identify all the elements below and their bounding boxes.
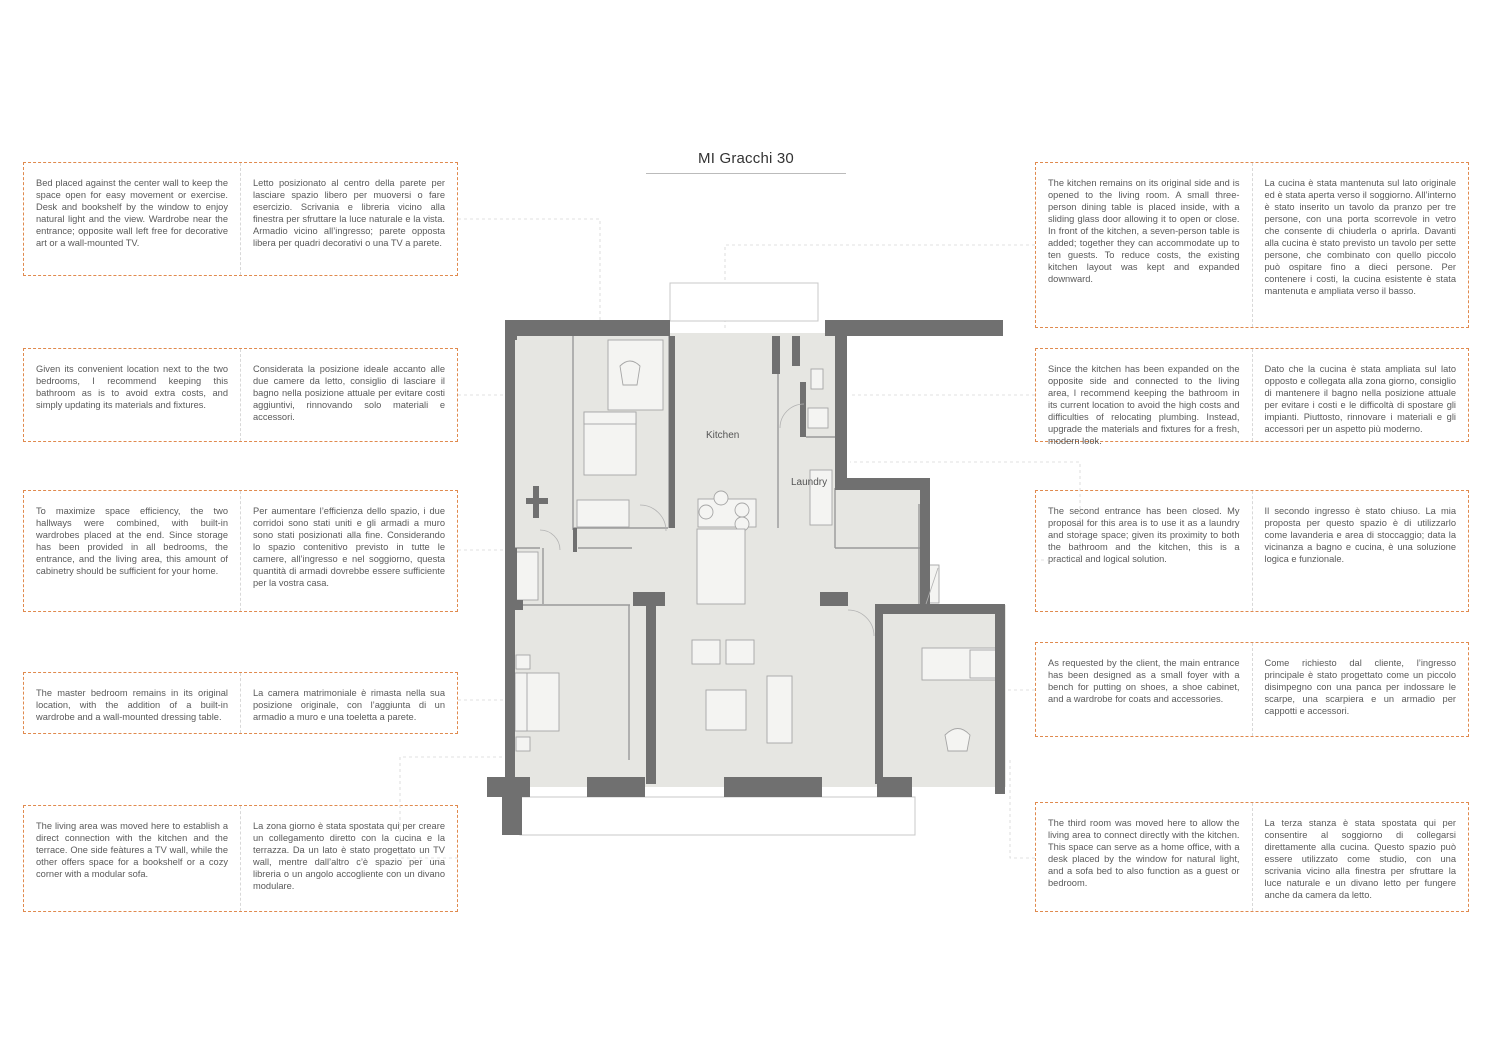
note-text-it: La camera matrimoniale è rimasta nella sua posizione originale, con l’aggiunta di un armadio a muro e una toeletta a parete. — [253, 688, 445, 722]
sink — [808, 408, 828, 428]
room-label-laundry: Laundry — [791, 477, 828, 488]
wardrobe-hall — [577, 500, 629, 527]
toilet — [811, 369, 823, 389]
note-text-it: La cucina è stata mantenuta sul lato originale ed è stata aperta verso il soggiorno. All’interno è stato inserito un tavolo da pranzo per tre persone, con una porta scorrevole in vetro che consente di chiuderla o aprirla. Davanti alla cucina è stato previsto un tavolo per sette persone, che combinato con quello piccolo può ospitare fino a dieci persone. Per contenere i costi, la cucina esistente è stata mantenuta e ampliata verso il basso. — [1264, 178, 1456, 296]
note-text-en: To maximize space efficiency, the two hallways were combined, with built-in wardrobes placed at the end. Since storage has been provided in all bedrooms, the entrance, and the living area, this amount of cabinetry should be sufficient for your home. — [24, 491, 241, 611]
note-text-it: Considerata la posizione ideale accanto alle due camere da letto, consiglio di lasciare il bagno nella posizione attuale per evitare costi aggiuntivi, rinnovando solo materiali e accessori. — [253, 364, 445, 422]
note-text-en: The kitchen remains on its original side and is opened to the living room. A small three-person dining table is placed inside, with a sliding glass door allowing it to open or close. In front of the kitchen, a seven-person table is added; together they can accommodate up to ten guests. To reduce costs, the existing kitchen layout was kept and expanded downward. — [1036, 163, 1253, 327]
room-label-kitchen: Kitchen — [706, 430, 740, 441]
page-title: MI Gracchi 30 — [698, 150, 794, 167]
note-text-it: La terza stanza è stata spostata qui per consentire al soggiorno di collegarsi direttamente alla cucina. Questo spazio può essere utilizzato come studio, con una scrivania vicino alla finestra per sfruttare la luce naturale e un divano letto per fungere anche da camera da letto. — [1264, 818, 1456, 900]
coffee-table — [706, 690, 746, 730]
note-text-en: The living area was moved here to establish a direct connection with the kitchen and the terrace. One side feàtures a TV wall, while the other offers space for a bookshelf or a cozy corner with a modular sofa. — [24, 806, 241, 911]
wardrobe-entrance — [516, 552, 538, 600]
armchair — [620, 361, 640, 385]
note-text-en: The master bedroom remains in its original location, with the addition of a built-in wardrobe and a wall-mounted dressing table. — [24, 673, 241, 733]
note-text-en: Given its convenient location next to the two bedrooms, I recommend keeping this bathroom as is to avoid extra costs, and simply updating its materials and fixtures. — [24, 349, 241, 441]
note-text-it: Dato che la cucina è stata ampliata sul lato opposto e collegata alla zona giorno, consiglio di mantenere il bagno nella posizione attuale per evitare i costi e le difficoltà di spostare gli impianti. Piuttosto, rinnovare i materiali e gli accessori per un aspetto più moderno. — [1264, 364, 1456, 434]
note-text-it: Come richiesto dal cliente, l’ingresso principale è stato progettato come un piccolo disimpegno con una panca per indossare le scarpe, una scarpiera e un armadio per cappotti e accessori. — [1264, 658, 1456, 716]
note-text-en: Since the kitchen has been expanded on the opposite side and connected to the living area, I recommend keeping the bathroom in its current location to avoid the high costs and difficulties of relocating plumbing. Instead, upgrade the materials and fixtures for a fresh, modern look. — [1036, 349, 1253, 441]
floor — [513, 333, 1006, 787]
note-text-en: The third room was moved here to allow the living area to connect directly with the kitchen. This space can serve as a home office, with a desk placed by the window for natural light, and a sofa bed to also function as a guest or bedroom. — [1036, 803, 1253, 911]
desk-chair — [945, 729, 970, 752]
armchair-living — [692, 640, 720, 664]
dining-table — [697, 529, 745, 604]
note-text-it: La zona giorno è stata spostata qui per creare un collegamento diretto con la cucina e la terrazza. Da un lato è stato progettato un TV wall, mentre dall’altro c’è spazio per una libreria o un angolo accogliente con un divano modulare. — [253, 821, 445, 891]
note-text-en: Bed placed against the center wall to keep the space open for easy movement or exercise. Desk and bookshelf by the window to enjoy natural light and the view. Wardrobe near the entrance; opposite wall left free for decorative art or a wall-mounted TV. — [24, 163, 241, 275]
note-text-it: Per aumentare l’efficienza dello spazio, i due corridoi sono stati uniti e gli armadi a muro sono stati posizionati alla fine. Considerando lo spazio contenitivo previsto in tutte le camere, all’ingresso e nel soggiorno, questa quantità di armadi dovrebbe essere sufficiente per la vostra casa. — [253, 506, 445, 588]
sofa — [767, 676, 792, 743]
note-text-en: The second entrance has been closed. My proposal for this area is to use it as a laundry and storage space; given its proximity to both the bathroom and the kitchen, this is a practical and logical solution. — [1036, 491, 1253, 611]
note-text-en: As requested by the client, the main entrance has been designed as a small foyer with a bench for putting on shoes, a shoe cabinet, and a wardrobe for coats and accessories. — [1036, 643, 1253, 736]
note-text-it: Il secondo ingresso è stato chiuso. La mia proposta per questo spazio è di utilizzarlo come lavanderia e area di stoccaggio; data la vicinanza a bagno e cucina, è una soluzione logica e funzionale. — [1264, 506, 1456, 564]
note-text-it: Letto posizionato al centro della parete per lasciare spazio libero per muoversi o fare esercizio. Scrivania e libreria vicino alla finestra per sfruttare la luce naturale e la vista. Armadio vicino all’ingresso; parete opposta libera per quadri decorativi o una TV a parete. — [253, 178, 445, 248]
